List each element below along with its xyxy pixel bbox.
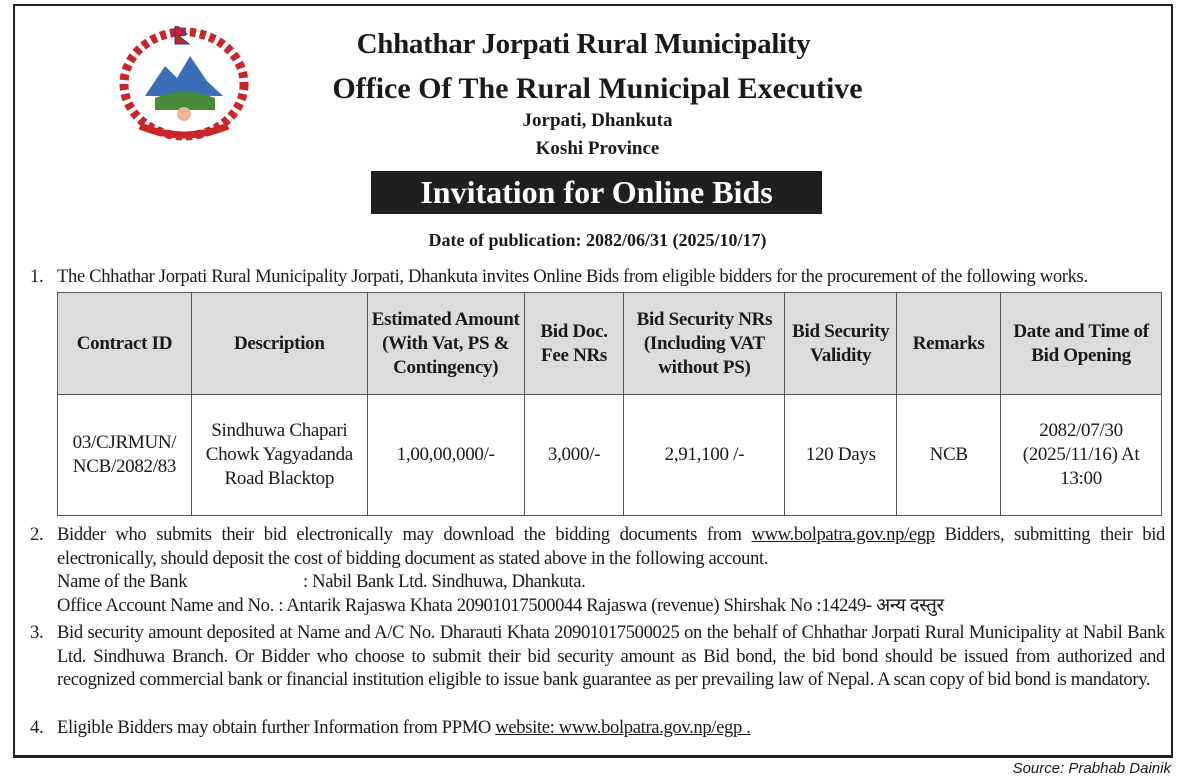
table-header-row bbox=[58, 293, 1162, 395]
cell-validity: 120 Days bbox=[785, 395, 897, 516]
cell-opening-date: 2082/07/30 (2025/11/16) At 13:00 bbox=[1001, 395, 1162, 516]
clause-3 bbox=[30, 621, 1165, 692]
table-row bbox=[58, 395, 1162, 516]
clause-number: 3. bbox=[30, 622, 44, 643]
publication-date: Date of publication: 2082/06/31 (2025/10/17) bbox=[428, 230, 767, 250]
clause-number: 1. bbox=[30, 266, 44, 287]
cell-description: Sindhuwa Chapari Chowk Yagyadanda Road Blacktop bbox=[191, 395, 367, 516]
header-cell: Remarks bbox=[897, 293, 1001, 395]
cell-bid-doc-fee: 3,000/- bbox=[524, 395, 624, 516]
cell-estimated-amount: 1,00,00,000/- bbox=[367, 395, 524, 516]
header-cell: Contract ID bbox=[58, 293, 192, 395]
clause-number: 2. bbox=[30, 524, 44, 545]
clause-text: Bidder who submits their bid electronically may download the bidding documents from bbox=[57, 524, 752, 545]
cell-remarks: NCB bbox=[897, 395, 1001, 516]
province-line: Koshi Province bbox=[535, 138, 660, 159]
header-cell: Bid Security Validity bbox=[785, 293, 897, 395]
clause-4 bbox=[30, 716, 1165, 740]
notice-title-banner: Invitation for Online Bids bbox=[371, 171, 822, 214]
header-cell: Date and Time of Bid Opening bbox=[1001, 293, 1162, 395]
clause-2 bbox=[30, 523, 1165, 617]
header-cell: Bid Doc. Fee NRs bbox=[524, 293, 624, 395]
clause-text: Eligible Bidders may obtain further Information from PPMO bbox=[57, 717, 496, 738]
source-credit: Source: Prabhab Dainik bbox=[1012, 760, 1171, 777]
cell-contract-id: 03/CJRMUN/ NCB/2082/83 bbox=[58, 395, 192, 516]
bid-table bbox=[57, 292, 1162, 516]
clause-1 bbox=[30, 265, 1165, 289]
bank-label: Name of the Bank bbox=[57, 571, 188, 592]
clause-number: 4. bbox=[30, 717, 44, 738]
municipality-name: Chhathar Jorpati Rural Municipality bbox=[356, 28, 811, 60]
clause-text: Bid security amount deposited at Name and A/C No. Dharauti Khata 20901017500025 on the behalf of Chhathar Jorpati Rural Municipality at Nabil Bank Ltd. Sindhuwa Branch. Or Bidder who choose to submit their bid security amount as Bid bond, the bid bond should be issued from authorized and recognized commercial bank or financial institution eligible to issue bank guarantee as per prevailing law of Nepal. A scan copy of bid bond is mandatory. bbox=[57, 622, 1165, 690]
account-value: : Antarik Rajaswa Khata 20901017500044 Rajaswa (revenue) Shirshak No :14249- अन्य दस्तुर bbox=[278, 594, 944, 616]
header-cell: Estimated Amount (With Vat, PS & Contingency) bbox=[367, 293, 524, 395]
header-cell: Bid Security NRs (Including VAT without PS) bbox=[624, 293, 785, 395]
address-line: Jorpati, Dhankuta bbox=[522, 110, 673, 131]
cell-bid-security: 2,91,100 /- bbox=[624, 395, 785, 516]
clause-text: Bidders, submitting their bid electronically, should deposit the cost of bidding document as stated above in the following account. bbox=[57, 524, 1165, 569]
clause-text: The Chhathar Jorpati Rural Municipality Jorpati, Dhankuta invites Online Bids from eligible bidders for the procurement of the following works. bbox=[57, 266, 1088, 287]
bank-value: : Nabil Bank Ltd. Sindhuwa, Dhankuta. bbox=[303, 571, 586, 592]
egp-link[interactable]: www.bolpatra.gov.np/egp bbox=[751, 524, 935, 545]
office-name: Office Of The Rural Municipal Executive bbox=[332, 72, 863, 105]
ppmo-website-link[interactable]: website: www.bolpatra.gov.np/egp . bbox=[495, 717, 751, 738]
header-cell: Description bbox=[191, 293, 367, 395]
account-label: Office Account Name and No. bbox=[57, 594, 274, 616]
